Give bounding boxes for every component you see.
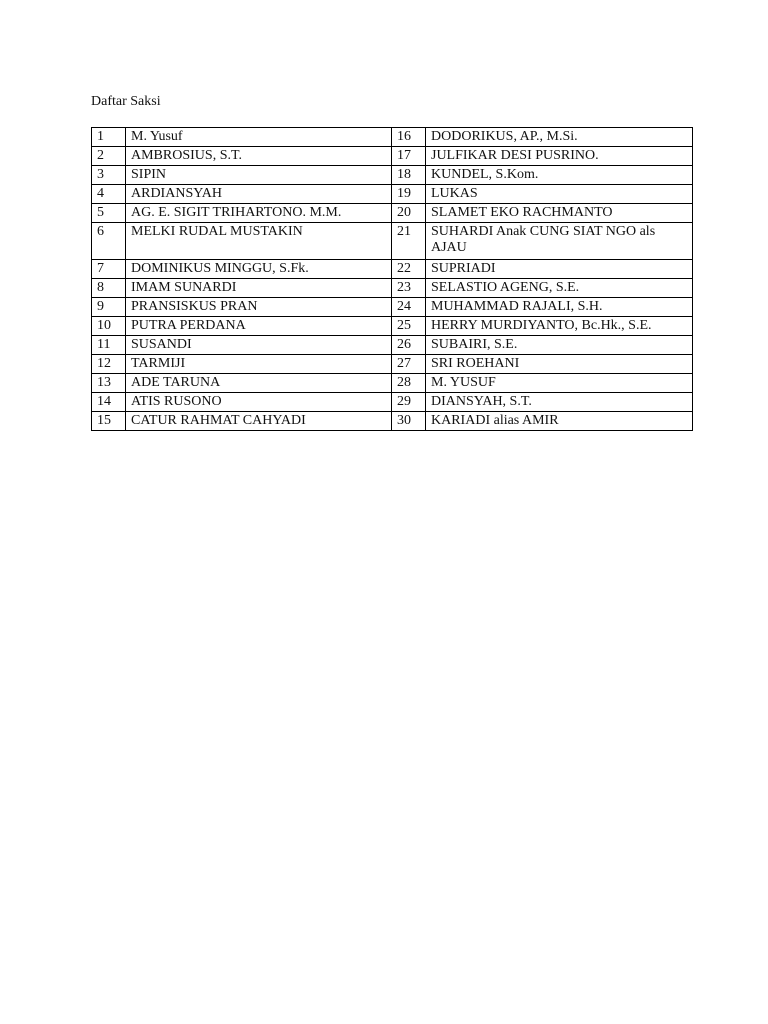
witness-name-right: SELASTIO AGENG, S.E. xyxy=(426,279,693,298)
witness-name-right: SUHARDI Anak CUNG SIAT NGO als AJAU xyxy=(426,223,693,260)
table-row xyxy=(92,260,693,279)
row-number-right: 27 xyxy=(392,355,426,374)
witness-name-left: AG. E. SIGIT TRIHARTONO. M.M. xyxy=(126,204,392,223)
row-number-left: 12 xyxy=(92,355,126,374)
witness-name-left: SUSANDI xyxy=(126,336,392,355)
witness-name-right: KARIADI alias AMIR xyxy=(426,412,693,431)
table-row xyxy=(92,393,693,412)
row-number-right: 23 xyxy=(392,279,426,298)
witness-name-left: IMAM SUNARDI xyxy=(126,279,392,298)
table-row xyxy=(92,147,693,166)
row-number-left: 15 xyxy=(92,412,126,431)
row-number-right: 18 xyxy=(392,166,426,185)
table-row xyxy=(92,298,693,317)
table-row xyxy=(92,374,693,393)
row-number-left: 7 xyxy=(92,260,126,279)
witness-name-right: MUHAMMAD RAJALI, S.H. xyxy=(426,298,693,317)
row-number-right: 28 xyxy=(392,374,426,393)
witness-table xyxy=(91,127,693,431)
row-number-left: 14 xyxy=(92,393,126,412)
witness-name-right: DIANSYAH, S.T. xyxy=(426,393,693,412)
witness-name-right: HERRY MURDIYANTO, Bc.Hk., S.E. xyxy=(426,317,693,336)
row-number-left: 4 xyxy=(92,185,126,204)
witness-name-right: KUNDEL, S.Kom. xyxy=(426,166,693,185)
table-row xyxy=(92,204,693,223)
witness-name-right: LUKAS xyxy=(426,185,693,204)
witness-name-left: DOMINIKUS MINGGU, S.Fk. xyxy=(126,260,392,279)
table-row xyxy=(92,128,693,147)
row-number-right: 20 xyxy=(392,204,426,223)
table-row xyxy=(92,166,693,185)
row-number-right: 16 xyxy=(392,128,426,147)
witness-name-left: TARMIJI xyxy=(126,355,392,374)
row-number-left: 1 xyxy=(92,128,126,147)
witness-name-right: SLAMET EKO RACHMANTO xyxy=(426,204,693,223)
table-row xyxy=(92,412,693,431)
witness-name-left: AMBROSIUS, S.T. xyxy=(126,147,392,166)
table-row xyxy=(92,336,693,355)
witness-name-right: SUBAIRI, S.E. xyxy=(426,336,693,355)
row-number-left: 8 xyxy=(92,279,126,298)
witness-name-left: ADE TARUNA xyxy=(126,374,392,393)
table-row xyxy=(92,185,693,204)
row-number-right: 29 xyxy=(392,393,426,412)
witness-name-left: M. Yusuf xyxy=(126,128,392,147)
row-number-right: 26 xyxy=(392,336,426,355)
row-number-left: 10 xyxy=(92,317,126,336)
table-row xyxy=(92,355,693,374)
row-number-left: 11 xyxy=(92,336,126,355)
witness-name-left: CATUR RAHMAT CAHYADI xyxy=(126,412,392,431)
witness-name-left: MELKI RUDAL MUSTAKIN xyxy=(126,223,392,260)
row-number-left: 13 xyxy=(92,374,126,393)
witness-name-right: SRI ROEHANI xyxy=(426,355,693,374)
table-row xyxy=(92,279,693,298)
witness-table-body xyxy=(92,128,693,431)
row-number-left: 5 xyxy=(92,204,126,223)
row-number-left: 2 xyxy=(92,147,126,166)
row-number-right: 25 xyxy=(392,317,426,336)
table-row xyxy=(92,317,693,336)
row-number-left: 3 xyxy=(92,166,126,185)
witness-name-left: ATIS RUSONO xyxy=(126,393,392,412)
row-number-right: 24 xyxy=(392,298,426,317)
witness-name-right: SUPRIADI xyxy=(426,260,693,279)
witness-name-right: JULFIKAR DESI PUSRINO. xyxy=(426,147,693,166)
witness-name-left: PRANSISKUS PRAN xyxy=(126,298,392,317)
table-row xyxy=(92,223,693,260)
row-number-right: 30 xyxy=(392,412,426,431)
row-number-right: 19 xyxy=(392,185,426,204)
witness-name-right: M. YUSUF xyxy=(426,374,693,393)
witness-name-right: DODORIKUS, AP., M.Si. xyxy=(426,128,693,147)
witness-name-left: ARDIANSYAH xyxy=(126,185,392,204)
row-number-left: 9 xyxy=(92,298,126,317)
witness-name-left: PUTRA PERDANA xyxy=(126,317,392,336)
row-number-left: 6 xyxy=(92,223,126,260)
row-number-right: 17 xyxy=(392,147,426,166)
row-number-right: 22 xyxy=(392,260,426,279)
row-number-right: 21 xyxy=(392,223,426,260)
witness-name-left: SIPIN xyxy=(126,166,392,185)
page-title: Daftar Saksi xyxy=(91,94,161,109)
